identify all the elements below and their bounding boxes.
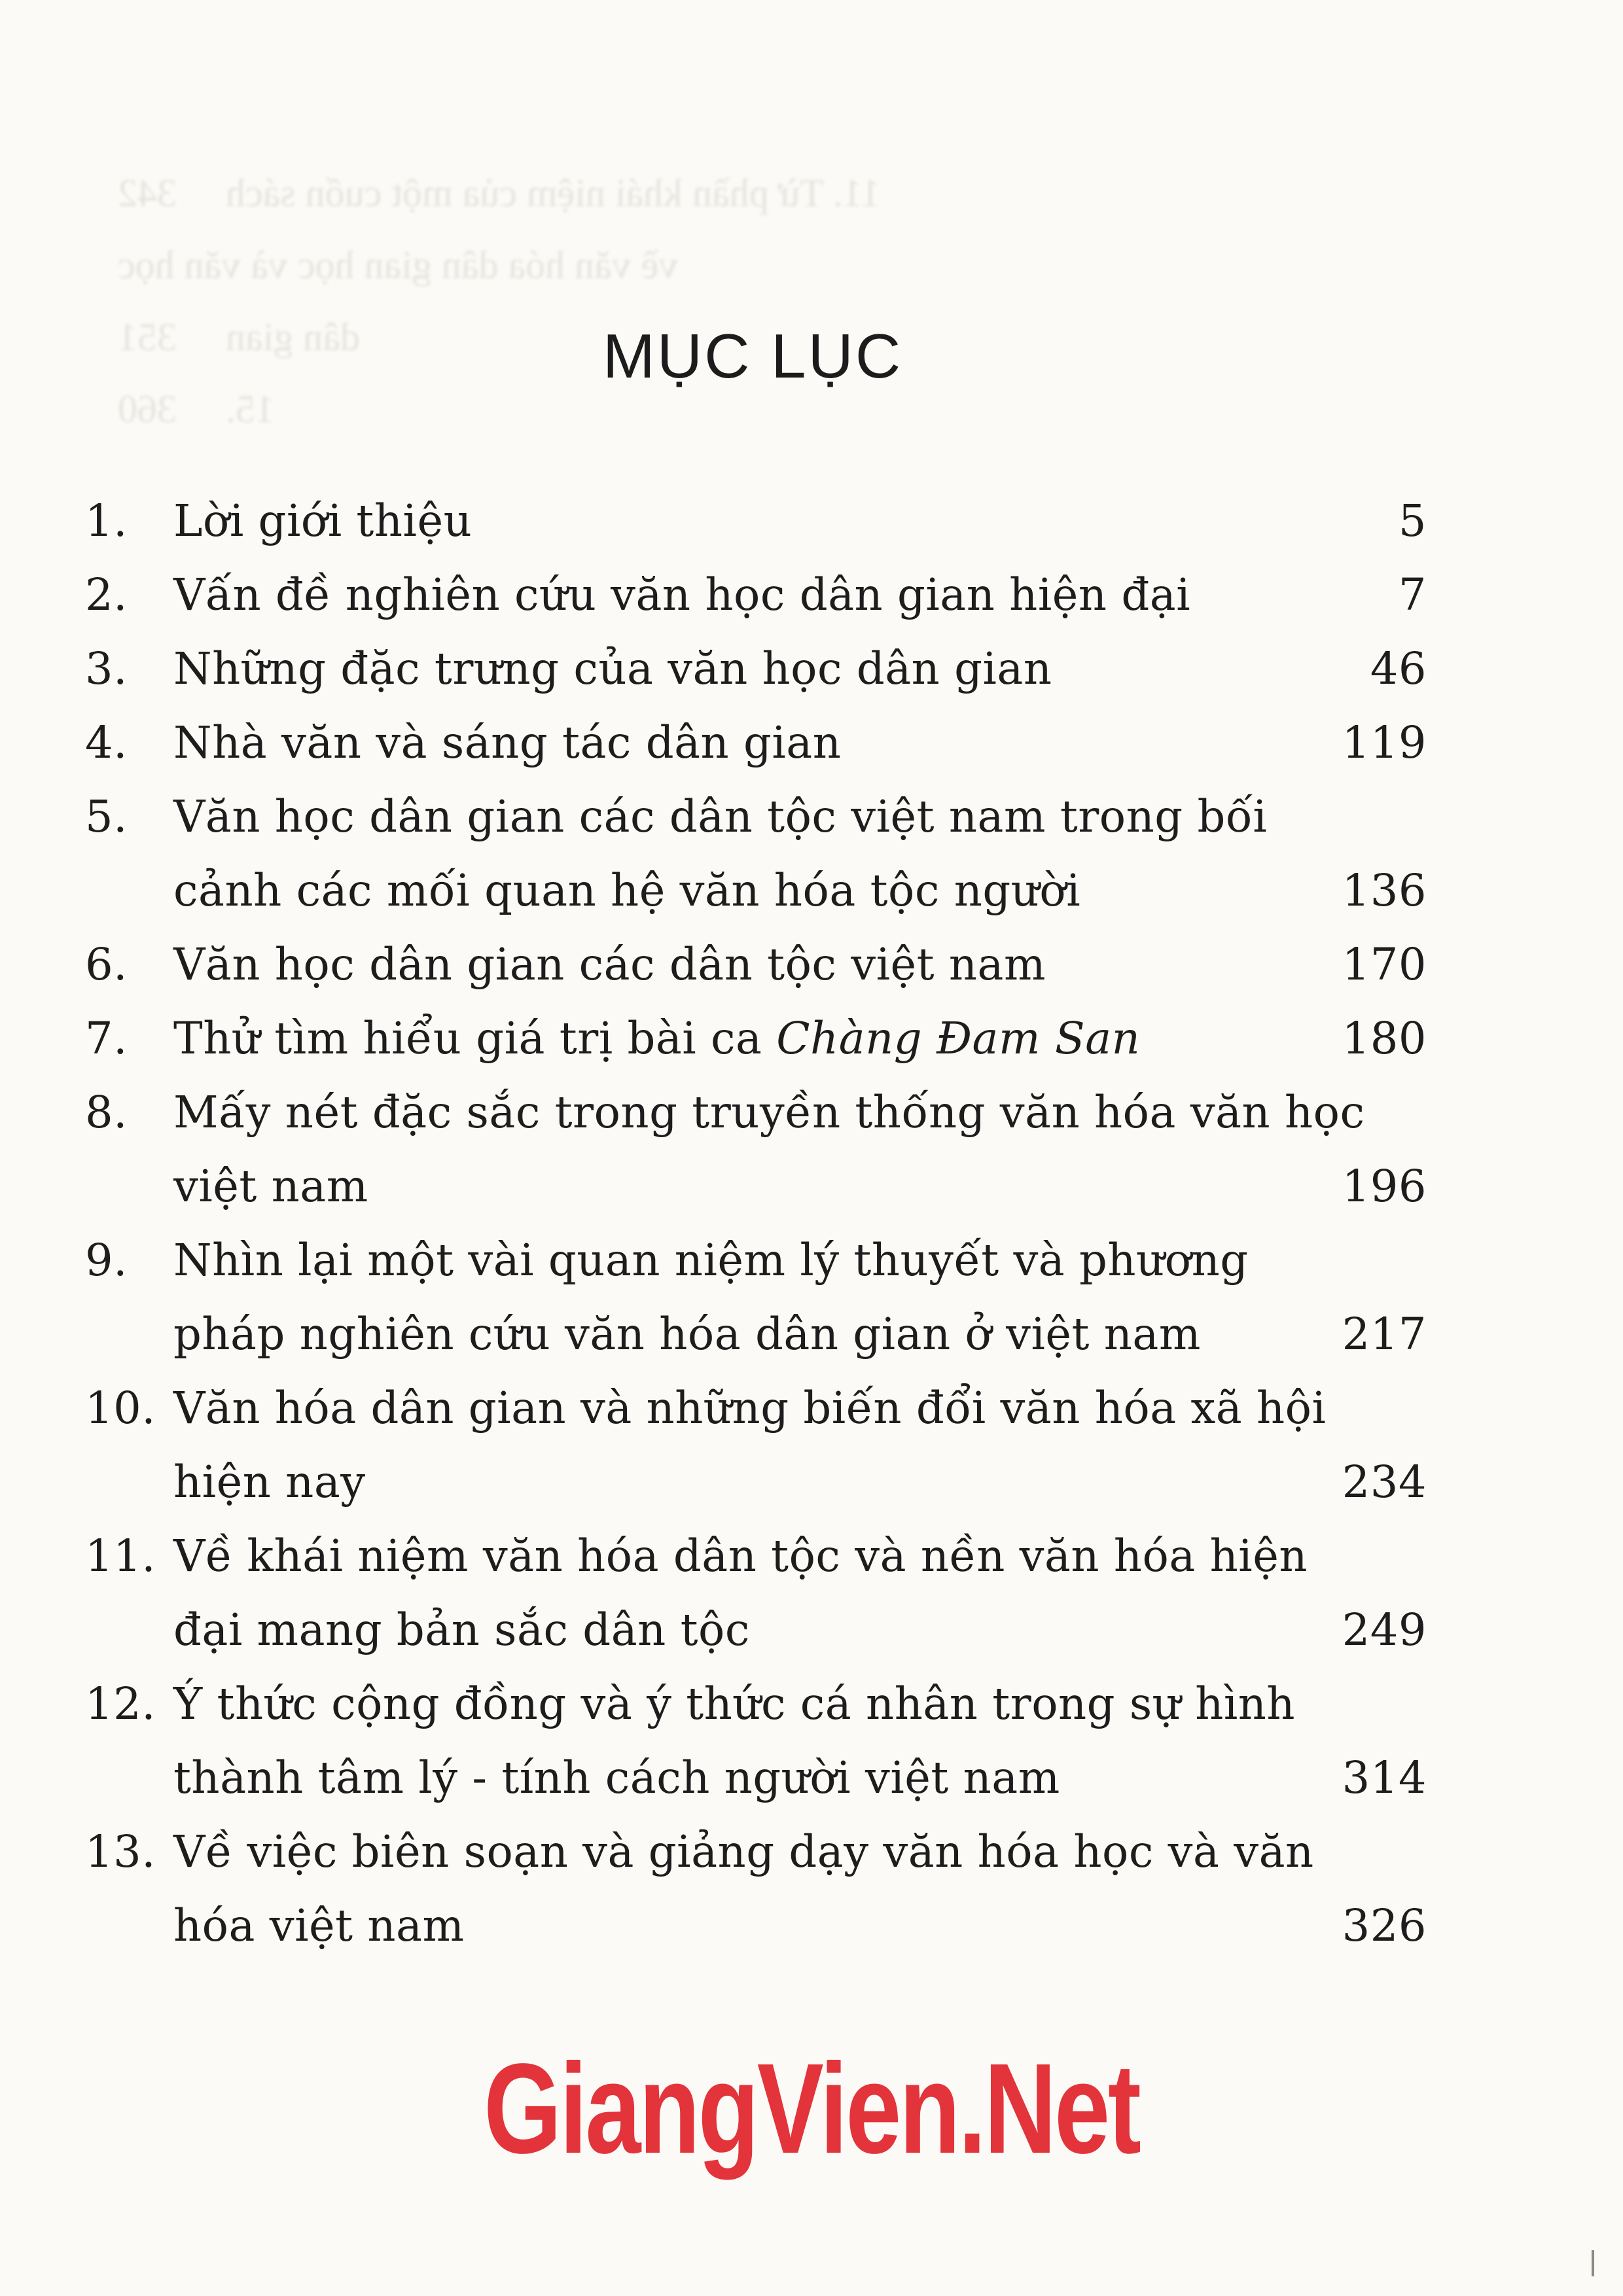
bleed-through-text — [118, 157, 1427, 445]
toc-entry[interactable] — [85, 1224, 1427, 1371]
toc-entry-title: Văn hóa dân gian và những biến đổi văn hóa xã hội — [173, 1383, 1327, 1434]
bleed-through-line: 15. 360 — [118, 387, 275, 431]
toc-entry-page: 5 — [1398, 495, 1427, 546]
bleed-through-line: dân gian 351 — [118, 315, 360, 359]
toc-entry-title-continued: pháp nghiên cứu văn hóa dân gian ở việt nam — [173, 1309, 1201, 1360]
toc-entry-title-continued: cảnh các mối quan hệ văn hóa tộc người — [173, 865, 1081, 916]
toc-entry-number: 7. — [85, 1013, 128, 1064]
toc-entry-number: 10. — [85, 1383, 156, 1434]
toc-entry-title: Về khái niệm văn hóa dân tộc và nền văn hóa hiện — [173, 1530, 1308, 1581]
page-title: MỤC LỤC — [602, 321, 903, 391]
bleed-through-line: 11. Từ phần khái niệm của một cuốn sách 342 — [118, 171, 881, 215]
toc-entry[interactable] — [85, 1002, 1427, 1076]
toc-entry-title: Vấn đề nghiên cứu văn học dân gian hiện đại — [173, 569, 1191, 620]
toc-entry-number: 5. — [85, 791, 128, 842]
toc-entry-page: 249 — [1342, 1604, 1427, 1655]
toc-entry[interactable] — [85, 1815, 1427, 1963]
toc-entry-page: 46 — [1370, 643, 1427, 694]
toc-entry-title: Nhìn lại một vài quan niệm lý thuyết và phương — [173, 1235, 1249, 1286]
toc-entry-title: Những đặc trưng của văn học dân gian — [173, 643, 1052, 694]
bleed-through-line: về văn hóa dân gian học và văn học — [118, 243, 679, 287]
toc-entry-number: 9. — [85, 1235, 128, 1286]
toc-entry[interactable] — [85, 558, 1427, 632]
toc-entry-page: 326 — [1342, 1900, 1427, 1951]
toc-entry-page: 217 — [1342, 1309, 1427, 1360]
watermark-logo: GiangVien.Net — [484, 2037, 1139, 2180]
toc-entry-number: 8. — [85, 1087, 128, 1138]
toc-entry-page: 180 — [1342, 1013, 1427, 1064]
toc-entry-title-continued: hóa việt nam — [173, 1900, 465, 1951]
toc-entry-page: 119 — [1342, 717, 1427, 768]
toc-entry-title: Về việc biên soạn và giảng dạy văn hóa học và văn — [173, 1826, 1314, 1877]
toc-entry-title: Ý thức cộng đồng và ý thức cá nhân trong sự hình — [173, 1678, 1296, 1729]
toc-entry[interactable] — [85, 1371, 1427, 1519]
toc-entry-title-continued: việt nam — [173, 1161, 368, 1212]
toc-entry-number: 11. — [85, 1530, 156, 1581]
toc-entry[interactable] — [85, 484, 1427, 558]
toc-entry[interactable] — [85, 1076, 1427, 1224]
toc-entry-title: Lời giới thiệu — [173, 495, 473, 546]
toc-entry-number: 1. — [85, 495, 128, 546]
toc-entry[interactable] — [85, 706, 1427, 780]
toc-entry-title: Văn học dân gian các dân tộc việt nam trong bối — [173, 791, 1268, 842]
toc-entry-page: 7 — [1398, 569, 1427, 620]
toc-entry-number: 3. — [85, 643, 128, 694]
toc-entry-number: 12. — [85, 1678, 156, 1729]
toc-entry-title: Văn học dân gian các dân tộc việt nam — [173, 939, 1046, 990]
toc-entry-title: Thử tìm hiểu giá trị bài ca Chàng Đam San — [173, 1013, 1141, 1064]
toc-entry[interactable] — [85, 928, 1427, 1002]
toc-entry-number: 13. — [85, 1826, 156, 1877]
toc-entry[interactable] — [85, 632, 1427, 706]
toc-entry[interactable] — [85, 780, 1427, 928]
toc-entry-number: 2. — [85, 569, 128, 620]
toc-entry-title: Nhà văn và sáng tác dân gian — [173, 717, 842, 768]
page-edge-mark — [1592, 2250, 1594, 2276]
toc-entry-title-continued: hiện nay — [173, 1457, 366, 1508]
toc-entry[interactable] — [85, 1667, 1427, 1815]
toc-entry-number: 4. — [85, 717, 128, 768]
toc-entry[interactable] — [85, 1519, 1427, 1667]
toc-entry-title-continued: thành tâm lý - tính cách người việt nam — [173, 1752, 1060, 1803]
toc-entry-page: 136 — [1342, 865, 1427, 916]
table-of-contents — [85, 484, 1427, 1963]
toc-entry-page: 196 — [1342, 1161, 1427, 1212]
toc-entry-title-italic: Chàng Đam San — [776, 1013, 1141, 1064]
toc-entry-page: 234 — [1342, 1457, 1427, 1508]
toc-entry-page: 170 — [1342, 939, 1427, 990]
toc-entry-number: 6. — [85, 939, 128, 990]
toc-entry-title-continued: đại mang bản sắc dân tộc — [173, 1604, 750, 1655]
toc-entry-page: 314 — [1342, 1752, 1427, 1803]
toc-entry-title: Mấy nét đặc sắc trong truyền thống văn hóa văn học — [173, 1087, 1365, 1138]
